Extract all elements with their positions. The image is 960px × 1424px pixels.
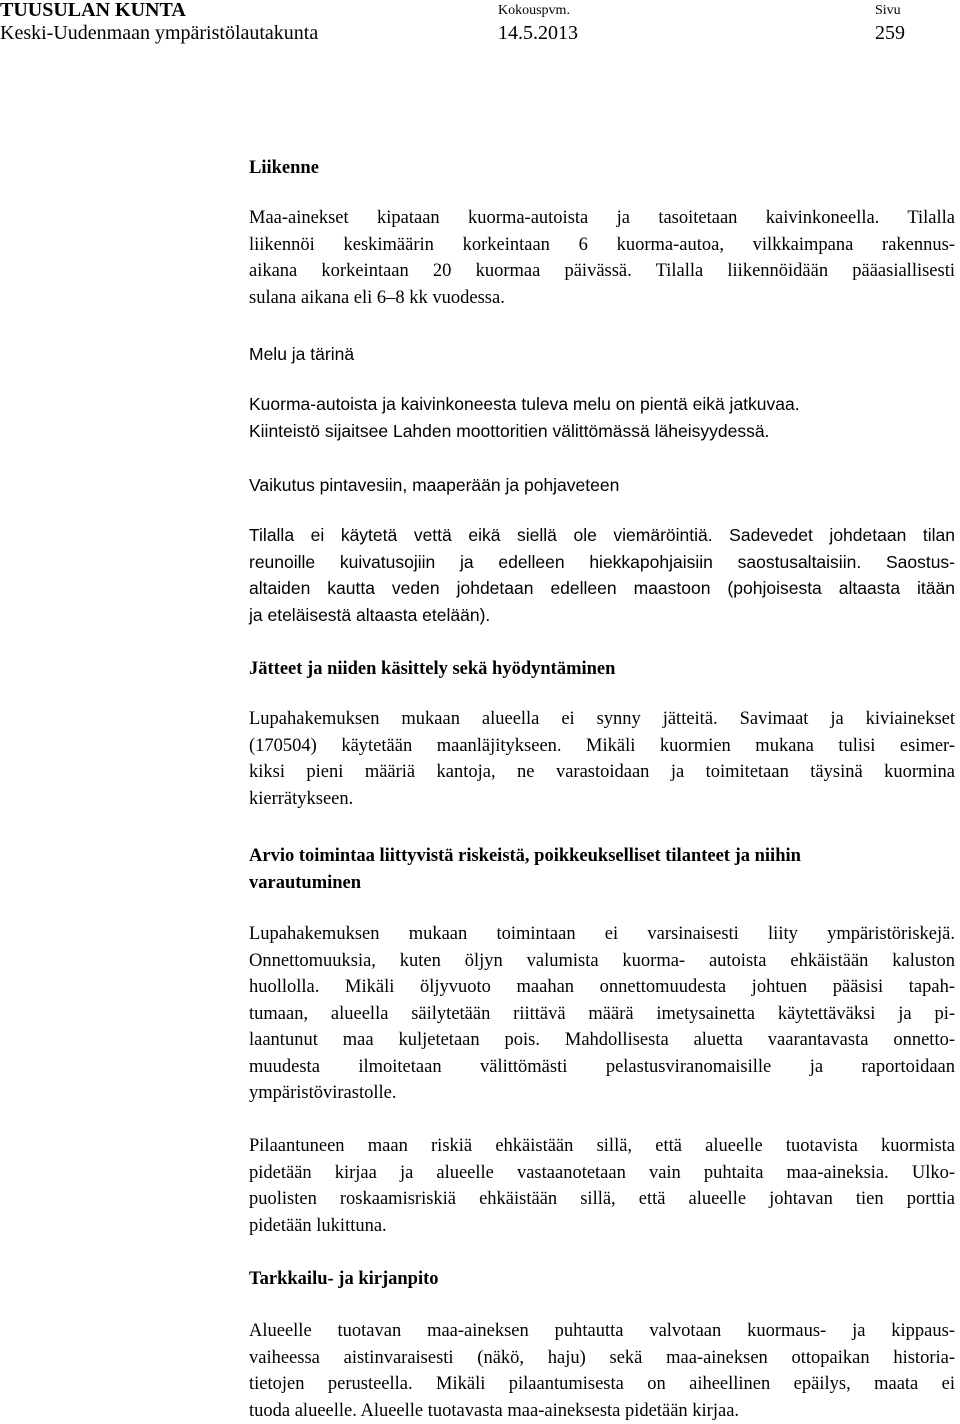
paragraph-riskit-1	[249, 921, 955, 1107]
text-line: kierrätykseen.	[249, 786, 955, 813]
text-line: Lupahakemuksen mukaan alueella ei synny jätteitä. Savimaat ja kiviainekset	[249, 706, 955, 733]
text-line: muudesta ilmoitetaan välittömästi pelastusviranomaisille ja raportoidaan	[249, 1054, 955, 1081]
text-line: Lupahakemuksen mukaan toimintaan ei varsinaisesti liity ympäristöriskejä.	[249, 921, 955, 948]
text-line: liikennöi keskimäärin korkeintaan 6 kuorma-autoa, vilkkaimpana rakennus-	[249, 232, 955, 259]
section-heading-melu: Melu ja tärinä	[249, 341, 955, 368]
text-line: tietojen perusteella. Mikäli pilaantumisesta on aiheellinen epäilys, maata ei	[249, 1371, 955, 1398]
text-line: (170504) käytetään maanläjitykseen. Mikäli kuormien mukana tulisi esimer-	[249, 733, 955, 760]
text-line: pidetään lukittuna.	[249, 1213, 955, 1240]
text-line: huollolla. Mikäli öljyvuoto maahan onnettomuudesta johtuen pääsisi tapah-	[249, 974, 955, 1001]
text-line: Pilaantuneen maan riskiä ehkäistään sillä, että alueelle tuotavista kuormista	[249, 1133, 955, 1160]
text-line: Alueelle tuotavan maa-aineksen puhtautta valvotaan kuormaus- ja kippaus-	[249, 1318, 955, 1345]
paragraph-melu	[249, 391, 955, 444]
paragraph-liikenne	[249, 205, 955, 311]
text-line: Tilalla ei käytetä vettä eikä siellä ole viemäröintiä. Sadevedet johdetaan tilan	[249, 522, 955, 549]
text-line: Kuorma-autoista ja kaivinkoneesta tuleva melu on pientä eikä jatkuvaa.	[249, 391, 955, 418]
text-line: vaiheessa aistinvaraisesti (näkö, haju) sekä maa-aineksen ottopaikan historia-	[249, 1345, 955, 1372]
paragraph-tarkkailu	[249, 1318, 955, 1424]
page-number: 259	[875, 23, 905, 43]
paragraph-jatteet	[249, 706, 955, 812]
text-line: kiksi pieni määriä kantoja, ne varastoidaan ja toimitetaan täysinä kuormina	[249, 759, 955, 786]
text-line: aikana korkeintaan 20 kuormaa päivässä. Tilalla liikennöidään pääasiallisesti	[249, 258, 955, 285]
meeting-date: 14.5.2013	[498, 23, 578, 43]
text-line: ympäristövirastolle.	[249, 1080, 955, 1107]
section-heading-riskit	[249, 843, 955, 896]
text-line: tumaan, alueella säilytetään riittävä määrä imetysainetta käytettäväksi ja pi-	[249, 1001, 955, 1028]
committee-name: Keski-Uudenmaan ympäristölautakunta	[0, 23, 318, 43]
page-label: Sivu	[875, 4, 901, 18]
paragraph-riskit-2	[249, 1133, 955, 1239]
text-line: reunoille kuivatusojiin ja edelleen hiekkapohjaisiin saostusaltaisiin. Saostus-	[249, 549, 955, 576]
section-heading-tarkkailu: Tarkkailu- ja kirjanpito	[249, 1266, 955, 1293]
text-line: puolisten roskaamisriskiä ehkäistään sillä, että alueelle johtavan tien porttia	[249, 1186, 955, 1213]
text-line: laantunut maa kuljetetaan pois. Mahdollisesta aluetta vaarantavasta onnetto-	[249, 1027, 955, 1054]
paragraph-vaikutus	[249, 522, 955, 628]
organization-name: TUUSULAN KUNTA	[0, 0, 186, 20]
text-line: tuoda alueelle. Alueelle tuotavasta maa-aineksesta pidetään kirjaa.	[249, 1398, 955, 1424]
meeting-date-label: Kokouspvm.	[498, 4, 570, 18]
text-line: pidetään kirjaa ja alueelle vastaanotetaan vain puhtaita maa-aineksia. Ulko-	[249, 1160, 955, 1187]
text-line: ja eteläisestä altaasta etelään).	[249, 602, 955, 629]
text-line: sulana aikana eli 6–8 kk vuodessa.	[249, 285, 955, 312]
heading-line: Arvio toimintaa liittyvistä riskeistä, poikkeukselliset tilanteet ja niihin	[249, 843, 955, 870]
section-heading-vaikutus: Vaikutus pintavesiin, maaperään ja pohjaveteen	[249, 472, 955, 499]
section-heading-liikenne: Liikenne	[249, 155, 955, 182]
text-line: Maa-ainekset kipataan kuorma-autoista ja tasoitetaan kaivinkoneella. Tilalla	[249, 205, 955, 232]
text-line: altaiden kautta veden johdetaan edelleen maastoon (pohjoisesta altaasta itään	[249, 575, 955, 602]
text-line: Kiinteistö sijaitsee Lahden moottoritien välittömässä läheisyydessä.	[249, 418, 955, 445]
heading-line: varautuminen	[249, 870, 955, 897]
section-heading-jatteet: Jätteet ja niiden käsittely sekä hyödyntäminen	[249, 656, 955, 683]
text-line: Onnettomuuksia, kuten öljyn valumista kuorma- autoista ehkäistään kaluston	[249, 948, 955, 975]
